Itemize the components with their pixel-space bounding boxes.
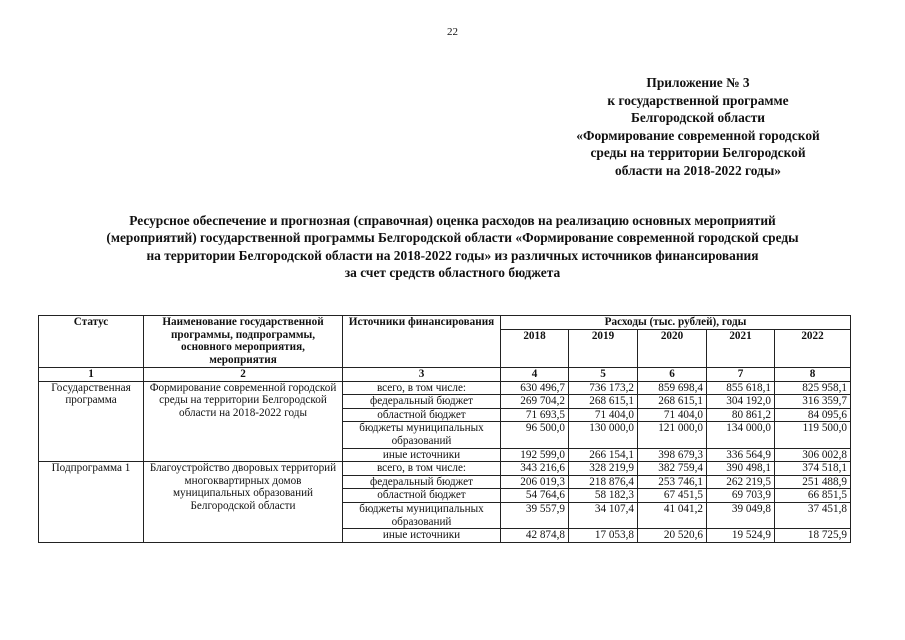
value-cell: 382 759,4: [638, 462, 707, 476]
source-cell: всего, в том числе:: [343, 381, 501, 395]
source-cell: иные источники: [343, 529, 501, 543]
appendix-header: [548, 74, 848, 180]
header-year: 2022: [775, 329, 851, 367]
value-cell: 253 746,1: [638, 475, 707, 489]
header-name: Наименование государственной программы, подпрограммы, основного мероприятия, мероприятия: [144, 316, 343, 368]
value-cell: 39 557,9: [501, 502, 569, 528]
value-cell: 96 500,0: [501, 422, 569, 448]
value-cell: 390 498,1: [707, 462, 775, 476]
value-cell: 34 107,4: [569, 502, 638, 528]
table-row: [39, 381, 851, 395]
appendix-line: «Формирование современной городской: [576, 127, 820, 143]
value-cell: 306 002,8: [775, 448, 851, 462]
value-cell: 66 851,5: [775, 489, 851, 503]
appendix-line: Приложение № 3: [646, 75, 750, 90]
source-cell: бюджеты муниципальных образований: [343, 422, 501, 448]
value-cell: 268 615,1: [638, 395, 707, 409]
source-cell: федеральный бюджет: [343, 475, 501, 489]
status-cell: Государственная программа: [39, 381, 144, 462]
status-cell: Подпрограмма 1: [39, 462, 144, 543]
source-cell: всего, в том числе:: [343, 462, 501, 476]
title-line: (мероприятий) государственной программы Белгородской области «Формирование современной городской среды: [106, 230, 799, 246]
appendix-line: области на 2018-2022 годы»: [615, 162, 781, 178]
source-cell: областной бюджет: [343, 489, 501, 503]
financing-table: [38, 315, 851, 543]
value-cell: 374 518,1: [775, 462, 851, 476]
value-cell: 251 488,9: [775, 475, 851, 489]
column-number: 7: [707, 367, 775, 381]
source-cell: федеральный бюджет: [343, 395, 501, 409]
value-cell: 855 618,1: [707, 381, 775, 395]
source-cell: областной бюджет: [343, 408, 501, 422]
value-cell: 80 861,2: [707, 408, 775, 422]
table-row: [39, 462, 851, 476]
value-cell: 859 698,4: [638, 381, 707, 395]
value-cell: 41 041,2: [638, 502, 707, 528]
value-cell: 42 874,8: [501, 529, 569, 543]
value-cell: 71 404,0: [638, 408, 707, 422]
value-cell: 119 500,0: [775, 422, 851, 448]
value-cell: 328 219,9: [569, 462, 638, 476]
value-cell: 192 599,0: [501, 448, 569, 462]
column-number: 3: [343, 367, 501, 381]
value-cell: 69 703,9: [707, 489, 775, 503]
header-year: 2021: [707, 329, 775, 367]
value-cell: 20 520,6: [638, 529, 707, 543]
column-number: 8: [775, 367, 851, 381]
value-cell: 17 053,8: [569, 529, 638, 543]
title-line: на территории Белгородской области на 2018-2022 годы» из различных источников финансирования: [146, 247, 759, 263]
value-cell: 269 704,2: [501, 395, 569, 409]
value-cell: 58 182,3: [569, 489, 638, 503]
value-cell: 343 216,6: [501, 462, 569, 476]
value-cell: 67 451,5: [638, 489, 707, 503]
header-year: 2019: [569, 329, 638, 367]
source-cell: иные источники: [343, 448, 501, 462]
column-number: 6: [638, 367, 707, 381]
value-cell: 825 958,1: [775, 381, 851, 395]
value-cell: 84 095,6: [775, 408, 851, 422]
column-number: 1: [39, 367, 144, 381]
value-cell: 37 451,8: [775, 502, 851, 528]
value-cell: 19 524,9: [707, 529, 775, 543]
title-line: Ресурсное обеспечение и прогнозная (справочная) оценка расходов на реализацию основных мероприятий: [129, 213, 776, 228]
appendix-line: Белгородской области: [630, 110, 766, 126]
program-name-cell: Формирование современной городской среды на территории Белгородской области на 2018-2022 годы: [144, 381, 343, 462]
header-status: Статус: [39, 316, 144, 368]
value-cell: 398 679,3: [638, 448, 707, 462]
value-cell: 54 764,6: [501, 489, 569, 503]
value-cell: 206 019,3: [501, 475, 569, 489]
value-cell: 268 615,1: [569, 395, 638, 409]
appendix-line: к государственной программе: [607, 92, 789, 108]
value-cell: 736 173,2: [569, 381, 638, 395]
column-number: 4: [501, 367, 569, 381]
column-number: 2: [144, 367, 343, 381]
value-cell: 266 154,1: [569, 448, 638, 462]
appendix-line: среды на территории Белгородской: [590, 145, 806, 161]
header-row: [39, 316, 851, 330]
value-cell: 336 564,9: [707, 448, 775, 462]
value-cell: 121 000,0: [638, 422, 707, 448]
program-name-cell: Благоустройство дворовых территорий многоквартирных домов муниципальных образований Белгородской области: [144, 462, 343, 543]
value-cell: 71 693,5: [501, 408, 569, 422]
page-number: 22: [447, 26, 458, 38]
header-year: 2018: [501, 329, 569, 367]
value-cell: 39 049,8: [707, 502, 775, 528]
value-cell: 218 876,4: [569, 475, 638, 489]
column-number-row: [39, 367, 851, 381]
header-expenses: Расходы (тыс. рублей), годы: [501, 316, 851, 330]
value-cell: 316 359,7: [775, 395, 851, 409]
value-cell: 71 404,0: [569, 408, 638, 422]
value-cell: 130 000,0: [569, 422, 638, 448]
header-sources: Источники финансирования: [343, 316, 501, 368]
header-year: 2020: [638, 329, 707, 367]
column-number: 5: [569, 367, 638, 381]
value-cell: 134 000,0: [707, 422, 775, 448]
value-cell: 304 192,0: [707, 395, 775, 409]
value-cell: 18 725,9: [775, 529, 851, 543]
document-title: [0, 212, 905, 282]
value-cell: 262 219,5: [707, 475, 775, 489]
source-cell: бюджеты муниципальных образований: [343, 502, 501, 528]
value-cell: 630 496,7: [501, 381, 569, 395]
title-line: за счет средств областного бюджета: [344, 265, 561, 281]
